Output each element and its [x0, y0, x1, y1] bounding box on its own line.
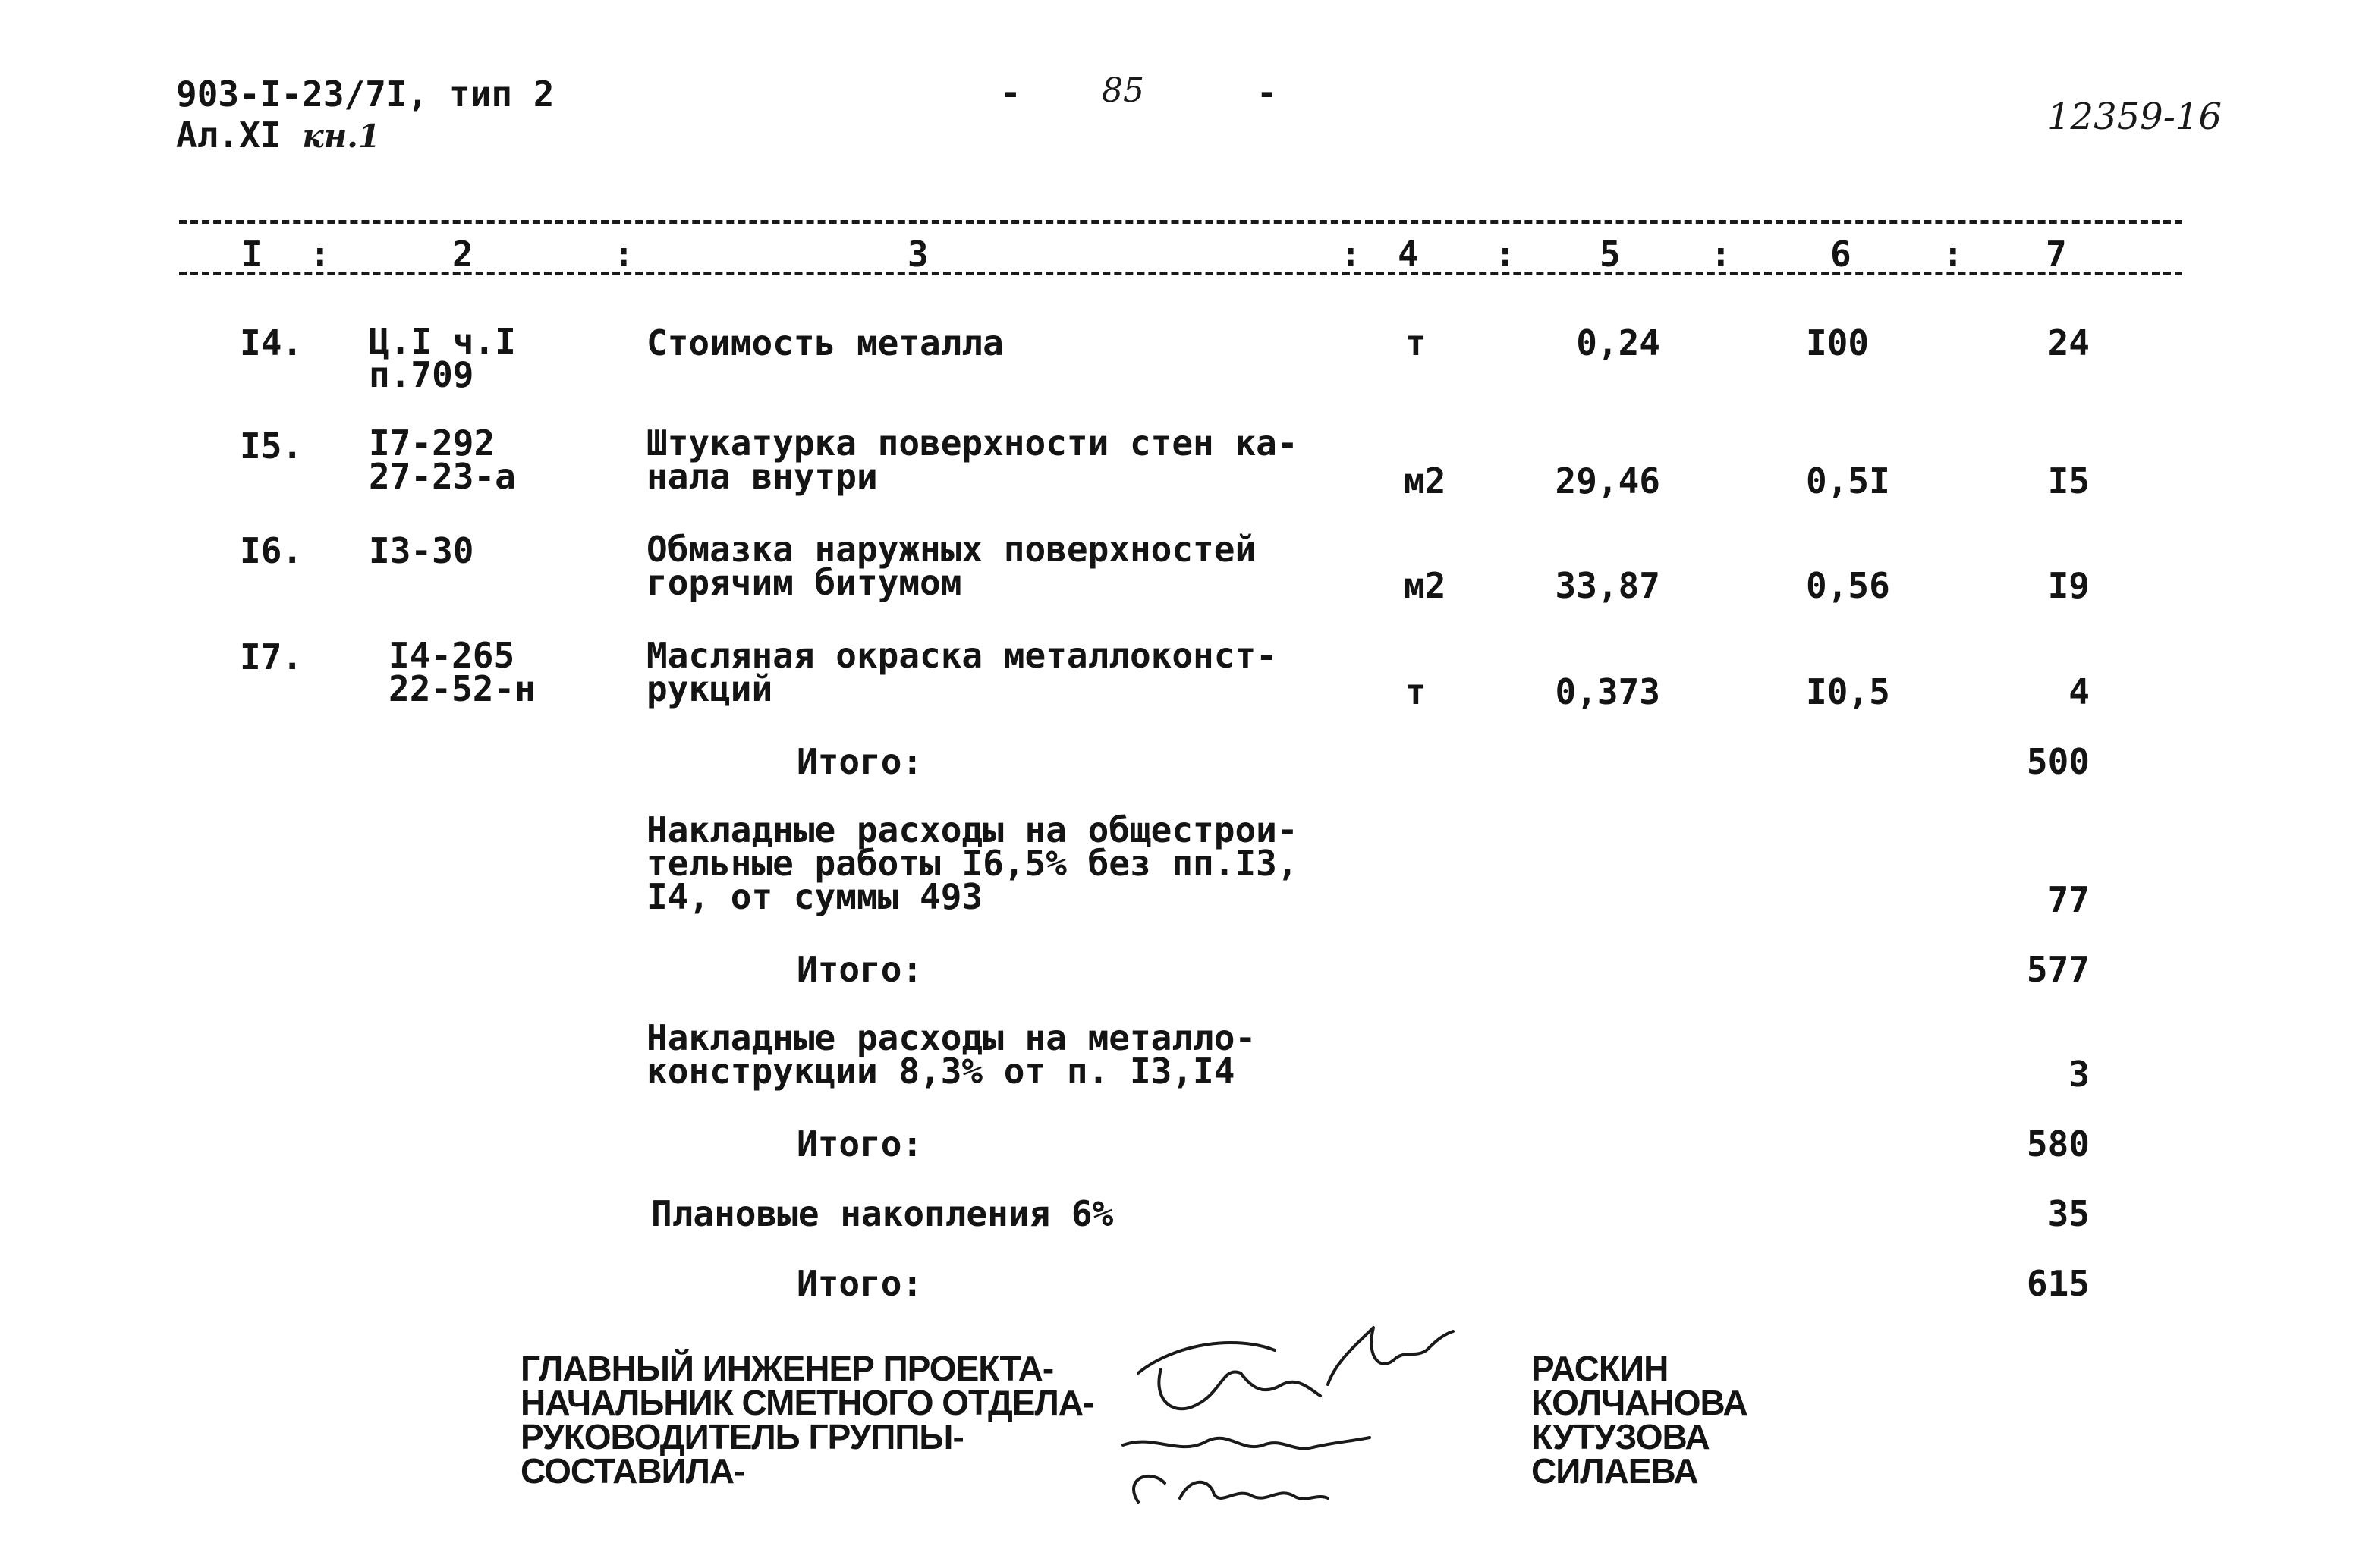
subtotal-label: Итого:: [797, 1123, 923, 1164]
row-price: I00: [1806, 322, 1870, 363]
signature-raskin: [1138, 1343, 1320, 1409]
overhead-note: Накладные расходы на металло- конструкции 8,3% от п. I3,I4: [646, 1017, 1257, 1092]
row-description: Масляная окраска металлоконст- рукций: [646, 635, 1277, 709]
column-separator: :: [1942, 234, 1964, 275]
planned-savings-label: Плановые накопления 6%: [651, 1193, 1114, 1234]
doc-code: 903-I-23/7I, тип 2: [176, 74, 555, 115]
handwritten-signatures: [1108, 1282, 1502, 1525]
row-unit: т: [1405, 671, 1427, 712]
name-kutuzova: КУТУЗОВА: [1531, 1417, 1710, 1456]
signature-roles: [521, 1349, 1094, 1491]
column-header-6: 6: [1830, 234, 1851, 275]
role-group-leader: РУКОВОДИТЕЛЬ ГРУППЫ-: [521, 1417, 964, 1456]
row-code: I3-30: [369, 530, 474, 571]
signature-raskin-2: [1328, 1328, 1453, 1384]
header-rule-top: [179, 220, 2182, 224]
name-silaeva: СИЛАЕВА: [1531, 1451, 1698, 1491]
subtotal-label: Итого:: [797, 741, 923, 782]
header-rule-bottom: [179, 272, 2182, 275]
row-price: I0,5: [1806, 671, 1890, 712]
column-header-1: I: [241, 234, 263, 275]
row-total: I5: [2047, 460, 2090, 501]
row-number: I4.: [240, 322, 304, 363]
signature-kolchanova: [1123, 1438, 1370, 1449]
overhead-value: 3: [2068, 1054, 2090, 1095]
column-separator: :: [1340, 234, 1361, 275]
row-description: Обмазка наружных поверхностей горячим битумом: [646, 529, 1257, 603]
signature-names: [1531, 1349, 1747, 1491]
row-price: 0,56: [1806, 565, 1890, 606]
column-header-2: 2: [452, 234, 473, 275]
column-separator: :: [613, 234, 634, 275]
column-header-4: 4: [1398, 234, 1419, 275]
row-code: I4-265 22-52-н: [388, 635, 536, 709]
column-separator: :: [1710, 234, 1732, 275]
subtotal-value: 577: [2026, 949, 2090, 990]
album-label: [176, 117, 380, 155]
overhead-note: Накладные расходы на общестрои- тельные работы I6,5% без пп.I3, I4, от суммы 493: [646, 809, 1298, 917]
column-header-7: 7: [2046, 234, 2067, 275]
grand-total-value: 615: [2026, 1263, 2090, 1304]
column-separator: :: [1495, 234, 1516, 275]
archive-stamp: 12359-16: [2047, 96, 2222, 138]
role-estimate-head: НАЧАЛЬНИК СМЕТНОГО ОТДЕЛА-: [521, 1383, 1094, 1422]
column-header-3: 3: [908, 234, 929, 275]
name-raskin: РАСКИН: [1531, 1349, 1669, 1388]
row-code: Ц.I ч.I п.709: [369, 321, 516, 395]
row-description: Стоимость металла: [646, 322, 1004, 363]
signature-silaeva: [1134, 1476, 1328, 1502]
row-number: I5.: [240, 426, 304, 467]
subtotal-value: 500: [2026, 741, 2090, 782]
subtotal-label: Итого:: [797, 949, 923, 990]
page-number: 85: [1102, 71, 1144, 110]
row-unit: м2: [1404, 565, 1446, 606]
grand-total-label: Итого:: [797, 1263, 923, 1304]
album-code: Ал.XI: [176, 115, 282, 156]
subtotal-value: 580: [2026, 1123, 2090, 1164]
column-separator: :: [310, 234, 331, 275]
album-handwritten: кн.1: [302, 118, 381, 155]
row-number: I6.: [240, 530, 304, 571]
role-chief-engineer: ГЛАВНЫЙ ИНЖЕНЕР ПРОЕКТА-: [521, 1349, 1054, 1388]
name-kolchanova: КОЛЧАНОВА: [1531, 1383, 1747, 1422]
row-description: Штукатурка поверхности стен ка- нала внутри: [646, 423, 1298, 497]
row-price: 0,5I: [1806, 460, 1890, 501]
row-quantity: 29,46: [1555, 460, 1660, 501]
planned-savings-value: 35: [2047, 1193, 2090, 1234]
row-unit: м2: [1404, 460, 1446, 501]
row-quantity: 0,373: [1555, 671, 1660, 712]
row-number: I7.: [240, 636, 304, 677]
row-unit: т: [1405, 322, 1427, 363]
page-dash-left: -: [1000, 72, 1021, 113]
page-dash-right: -: [1257, 72, 1278, 113]
column-header-5: 5: [1600, 234, 1621, 275]
row-quantity: 0,24: [1576, 322, 1660, 363]
row-total: I9: [2047, 565, 2090, 606]
row-code: I7-292 27-23-а: [369, 423, 516, 497]
overhead-value: 77: [2047, 879, 2090, 920]
row-total: 24: [2047, 322, 2090, 363]
role-compiler: СОСТАВИЛА-: [521, 1451, 745, 1491]
row-quantity: 33,87: [1555, 565, 1660, 606]
row-total: 4: [2068, 671, 2090, 712]
